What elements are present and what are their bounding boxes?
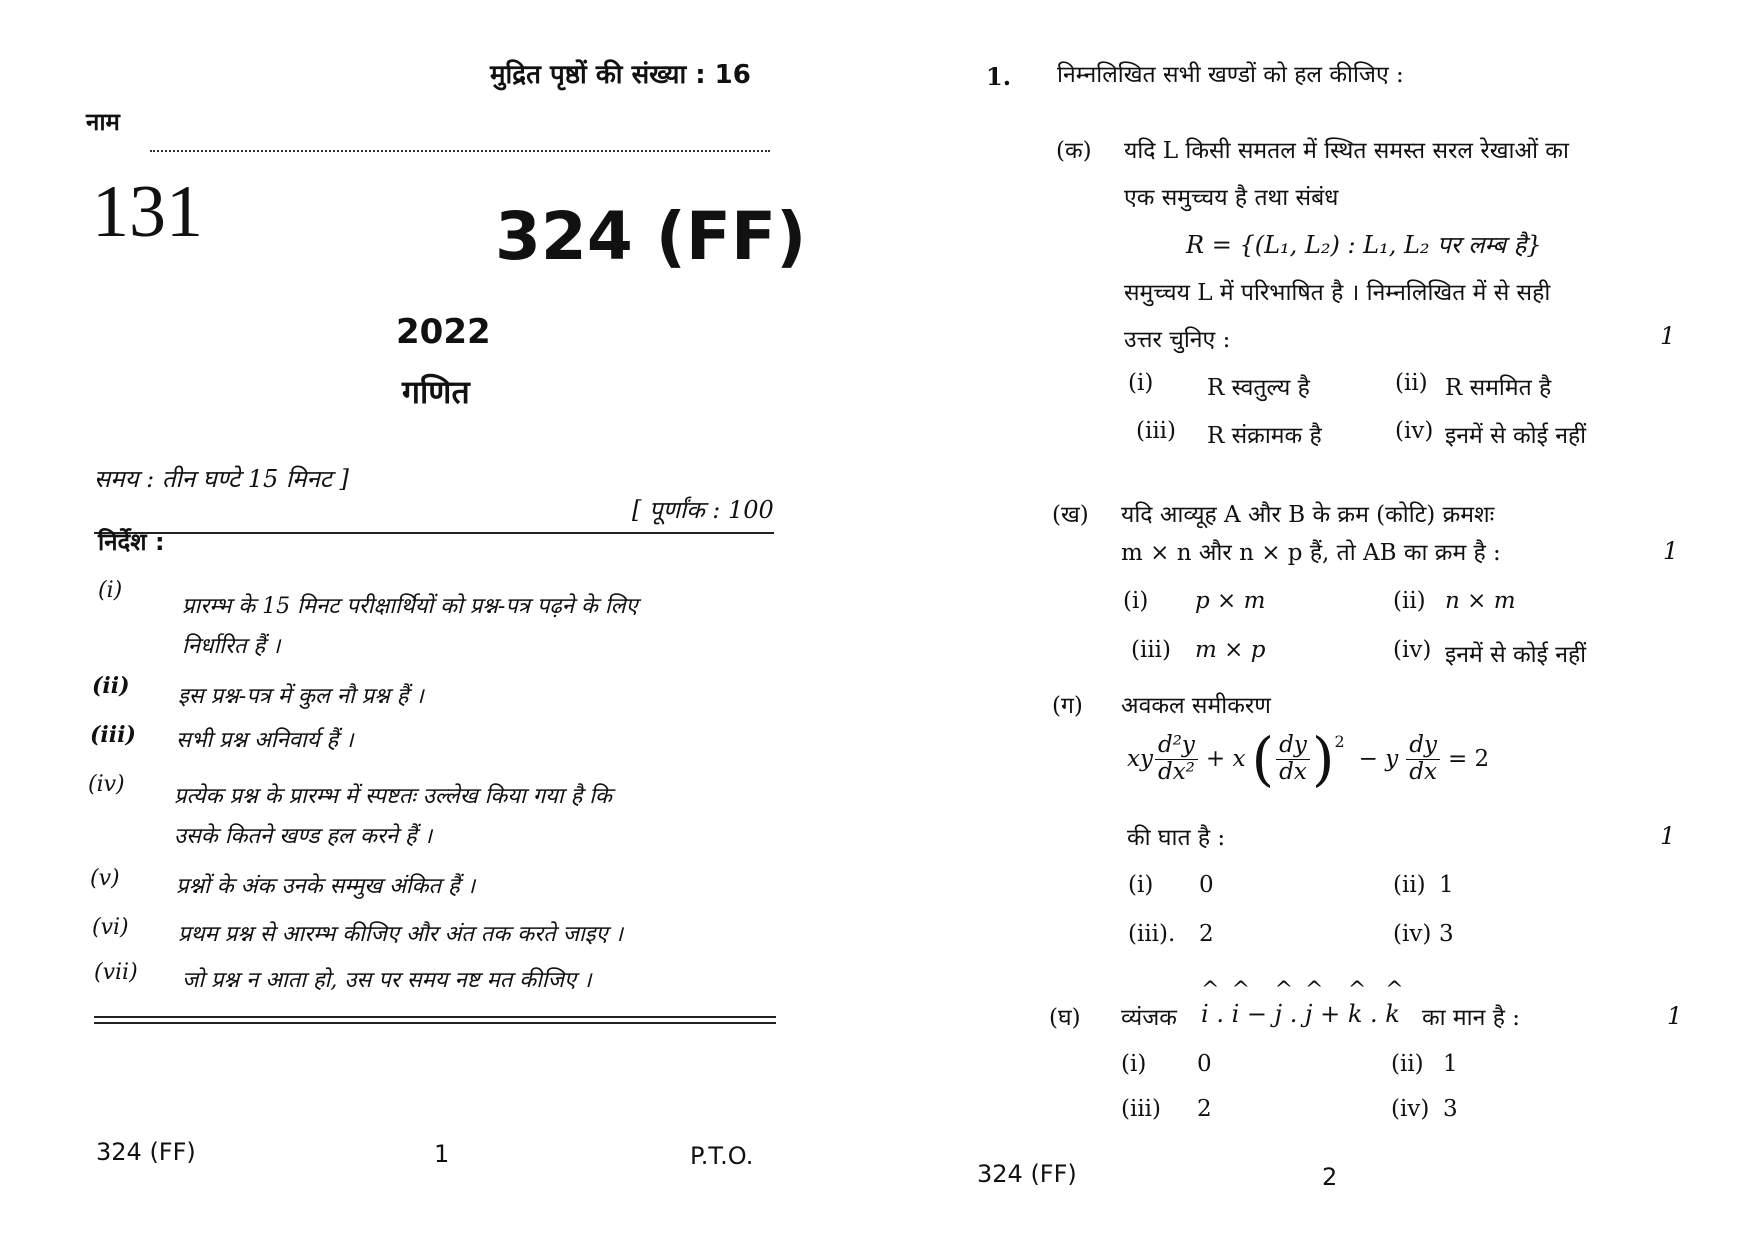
instruction-text: प्रत्येक प्रश्न के प्रारम्भ में स्पष्टतः उल्लेख किया गया है कि (174, 784, 612, 809)
part-marks: 1 (1660, 822, 1676, 850)
unit-vector-j: ^ j (1275, 1000, 1282, 1028)
option-text: 0 (1197, 1051, 1212, 1077)
unit-vector-i: ^ i (1201, 1000, 1209, 1028)
instruction-text: प्रथम प्रश्न से आरम्भ कीजिए और अंत तक करते जाइए । (178, 922, 623, 947)
instruction-number: (i) (98, 578, 123, 603)
option-number: (i) (1121, 1051, 1147, 1077)
name-label: नाम (86, 108, 120, 136)
footer-paper-code: 324 (FF) (977, 1160, 1077, 1188)
eq-denominator: dx² (1157, 758, 1195, 785)
eq-plus-x: + x (1205, 746, 1246, 772)
part-label: (ग) (1052, 693, 1083, 719)
part-marks: 1 (1660, 322, 1676, 350)
option-number: (ii) (1393, 872, 1426, 898)
part-marks: 1 (1667, 1002, 1683, 1030)
eq-first-derivative-2 (1406, 733, 1440, 785)
option-text: इनमें से कोई नहीं (1445, 642, 1587, 668)
option-number: (ii) (1393, 588, 1426, 614)
option-number: (iv) (1393, 637, 1432, 663)
option-number: (ii) (1391, 1051, 1424, 1077)
instruction-text-cont: उसके कितने खण्ड हल करने हैं । (174, 824, 433, 849)
part-text: उत्तर चुनिए : (1124, 327, 1231, 353)
option-number: (iii) (1121, 1096, 1162, 1122)
differential-equation (1127, 725, 1490, 793)
option-text: 0 (1199, 872, 1214, 898)
option-number: (iv) (1391, 1096, 1430, 1122)
unit-vector-j: ^ j (1305, 1000, 1312, 1028)
name-field-line (150, 150, 770, 152)
option-number: (iii) (1136, 418, 1177, 444)
eq-numerator: dy (1276, 733, 1310, 759)
instructions-heading: निर्देश : (98, 528, 165, 556)
eq-minus-y: − y (1358, 746, 1399, 772)
unit-vector-k: ^ k (1385, 1000, 1400, 1028)
end-rule-bottom (94, 1022, 776, 1024)
instruction-number: (iii) (90, 722, 136, 748)
part-text: समुच्चय L में परिभाषित है । निम्नलिखित में से सही (1124, 280, 1551, 306)
eq-denominator: dx (1279, 758, 1307, 785)
option-number: (ii) (1395, 370, 1428, 396)
eq-numerator: d²y (1155, 733, 1198, 759)
option-text: 2 (1197, 1096, 1212, 1122)
part-text: एक समुच्चय है तथा संबंध (1124, 185, 1339, 211)
part-label: (क) (1056, 138, 1092, 164)
eq-power: 2 (1334, 732, 1345, 751)
option-text: 3 (1439, 921, 1454, 947)
instruction-text: जो प्रश्न न आता हो, उस पर समय नष्ट मत कीजिए । (182, 968, 592, 993)
code-number: 131 (92, 171, 203, 253)
question-number: 1. (986, 62, 1012, 91)
part-text: m × n और n × p हैं, तो AB का क्रम है : (1121, 540, 1501, 566)
printed-pages-label: मुद्रित पृष्ठों की संख्या : 16 (490, 60, 751, 90)
option-number: (iv) (1393, 921, 1432, 947)
time-allowed: समय : तीन घण्टे 15 मिनट ] (94, 465, 349, 493)
footer-page-number: 1 (434, 1140, 450, 1168)
option-text: R स्वतुल्य है (1207, 375, 1310, 401)
option-text: n × m (1445, 588, 1516, 614)
max-marks: [ पूर्णांक : 100 (632, 496, 774, 524)
part-text: की घात है : (1127, 825, 1226, 851)
eq-numerator: dy (1406, 733, 1440, 759)
unit-vector-k: ^ k (1348, 1000, 1363, 1028)
option-text: p × m (1195, 588, 1266, 614)
instruction-text-cont: निर्धारित हैं । (182, 634, 281, 659)
part-text: व्यंजक (1121, 1005, 1177, 1031)
instruction-number: (vi) (92, 915, 129, 940)
part-label: (घ) (1049, 1005, 1081, 1031)
option-text: 1 (1443, 1051, 1458, 1077)
instruction-text: इस प्रश्न-पत्र में कुल नौ प्रश्न हैं । (178, 684, 424, 709)
part-text: यदि आव्यूह A और B के क्रम (कोटि) क्रमशः (1121, 502, 1495, 528)
option-number: (iii) (1131, 637, 1172, 663)
option-number: (i) (1123, 588, 1149, 614)
eq-denominator: dx (1409, 758, 1437, 785)
instruction-number: (ii) (92, 673, 130, 699)
instruction-text: प्रारम्भ के 15 मिनट परीक्षार्थियों को प्रश्न-पत्र पढ़ने के लिए (182, 594, 638, 619)
unit-vector-i: ^ i (1232, 1000, 1240, 1028)
footer-pto: P.T.O. (690, 1142, 754, 1170)
option-text: m × p (1195, 637, 1266, 663)
instruction-number: (v) (90, 866, 120, 891)
part-label: (ख) (1052, 502, 1089, 528)
eq-open-paren: ( (1251, 725, 1275, 793)
option-number: (i) (1128, 872, 1154, 898)
option-text: इनमें से कोई नहीं (1445, 423, 1587, 449)
option-text: R सममित है (1445, 375, 1552, 401)
part-marks: 1 (1663, 537, 1679, 565)
option-number: (iv) (1395, 418, 1434, 444)
instruction-text: प्रश्नों के अंक उनके सम्मुख अंकित हैं । (176, 874, 476, 899)
option-number: (i) (1128, 370, 1154, 396)
option-text: 2 (1199, 921, 1214, 947)
subject-title: गणित (402, 373, 470, 411)
vector-expression: ^ i . ^ i − ^ j . ^ j + ^ k . ^ k (1201, 1000, 1400, 1028)
option-text: 3 (1443, 1096, 1458, 1122)
part-text: का मान है : (1422, 1005, 1520, 1031)
part-text: अवकल समीकरण (1121, 693, 1271, 719)
eq-first-derivative (1276, 733, 1310, 785)
question-text: निम्नलिखित सभी खण्डों को हल कीजिए : (1057, 62, 1404, 88)
relation-definition: R = {(L₁, L₂) : L₁, L₂ पर लम्ब है} (1186, 231, 1542, 259)
end-rule-top (94, 1016, 776, 1018)
option-text: R संक्रामक है (1207, 423, 1322, 449)
option-text: 1 (1439, 872, 1454, 898)
part-text: यदि L किसी समतल में स्थित समस्त सरल रेखाओं का (1124, 138, 1569, 164)
eq-xy: xy (1127, 746, 1153, 772)
eq-rhs: = 2 (1447, 746, 1490, 772)
right-page (877, 0, 1754, 1241)
instruction-number: (iv) (88, 772, 125, 797)
header-rule (94, 532, 774, 534)
exam-year: 2022 (396, 312, 491, 352)
instruction-number: (vii) (94, 960, 138, 985)
footer-paper-code: 324 (FF) (96, 1138, 196, 1166)
footer-page-number: 2 (1322, 1163, 1338, 1191)
paper-code: 324 (FF) (495, 198, 807, 275)
option-number: (iii). (1128, 921, 1176, 947)
eq-second-derivative (1155, 733, 1198, 785)
instruction-text: सभी प्रश्न अनिवार्य हैं । (176, 728, 354, 753)
eq-close-paren: ) (1311, 725, 1335, 793)
